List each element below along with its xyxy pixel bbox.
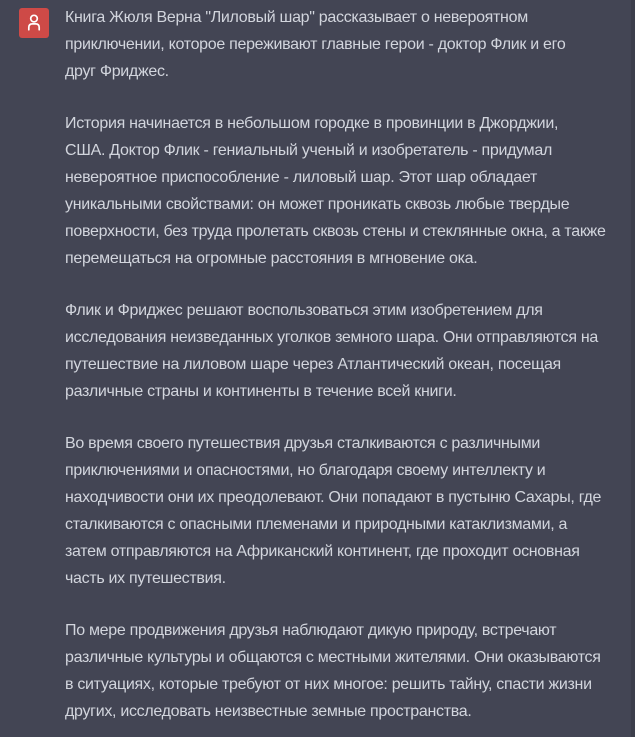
message-line: часть их путешествия. (65, 570, 226, 587)
message-line: Книга Жюля Верна "Лиловый шар" рассказывает о невероятном (65, 9, 528, 26)
message-line: других, исследовать неизвестные земные пространства. (65, 703, 472, 720)
message-paragraph (65, 430, 635, 592)
person-icon (19, 8, 49, 38)
window-right-edge (631, 0, 635, 737)
message-line: приключениями и опасностями, но благодаря своему интеллекту и (65, 462, 546, 479)
message-line: друг Фриджес. (65, 63, 169, 80)
message-paragraph (65, 110, 635, 272)
message-line: перемещаться на огромные расстояния в мгновение ока. (65, 250, 478, 267)
message-line: поверхности, без труда пролетать сквозь стены и стеклянные окна, а также (65, 223, 606, 240)
message-content (65, 4, 635, 725)
message-paragraph (65, 4, 635, 85)
user-avatar (19, 8, 49, 38)
message-line: различные страны и континенты в течение всей книги. (65, 383, 457, 400)
message-line: США. Доктор Флик - гениальный ученый и изобретатель - придумал (65, 142, 552, 159)
message-line: История начинается в небольшом городке в провинции в Джорджии, (65, 115, 559, 132)
message-line: путешествие на лиловом шаре через Атлантический океан, посещая (65, 356, 561, 373)
message-line: Флик и Фриджес решают воспользоваться этим изобретением для (65, 302, 543, 319)
message-line: в ситуациях, которые требуют от них многое: решить тайну, спасти жизни (65, 676, 592, 693)
message-line: невероятное приспособление - лиловый шар. Этот шар обладает (65, 169, 537, 186)
message-line: различные культуры и общаются с местными жителями. Они оказываются (65, 649, 601, 666)
message-paragraph (65, 617, 635, 725)
message-paragraph (65, 297, 635, 405)
message-line: приключении, которое переживают главные герои - доктор Флик и его (65, 36, 566, 53)
message-line: Во время своего путешествия друзья сталкиваются с различными (65, 435, 541, 452)
message-line: сталкиваются с опасными племенами и природными катаклизмами, а (65, 516, 568, 533)
message-line: уникальными свойствами: он может проникать сквозь любые твердые (65, 196, 570, 213)
message-line: находчивости они их преодолевают. Они попадают в пустыню Сахары, где (65, 489, 602, 506)
message-line: По мере продвижения друзья наблюдают дикую природу, встречают (65, 622, 557, 639)
message-line: затем отправляются на Африканский континент, где проходит основная (65, 543, 580, 560)
message-line: исследования неизведанных уголков земного шара. Они отправляются на (65, 329, 598, 346)
